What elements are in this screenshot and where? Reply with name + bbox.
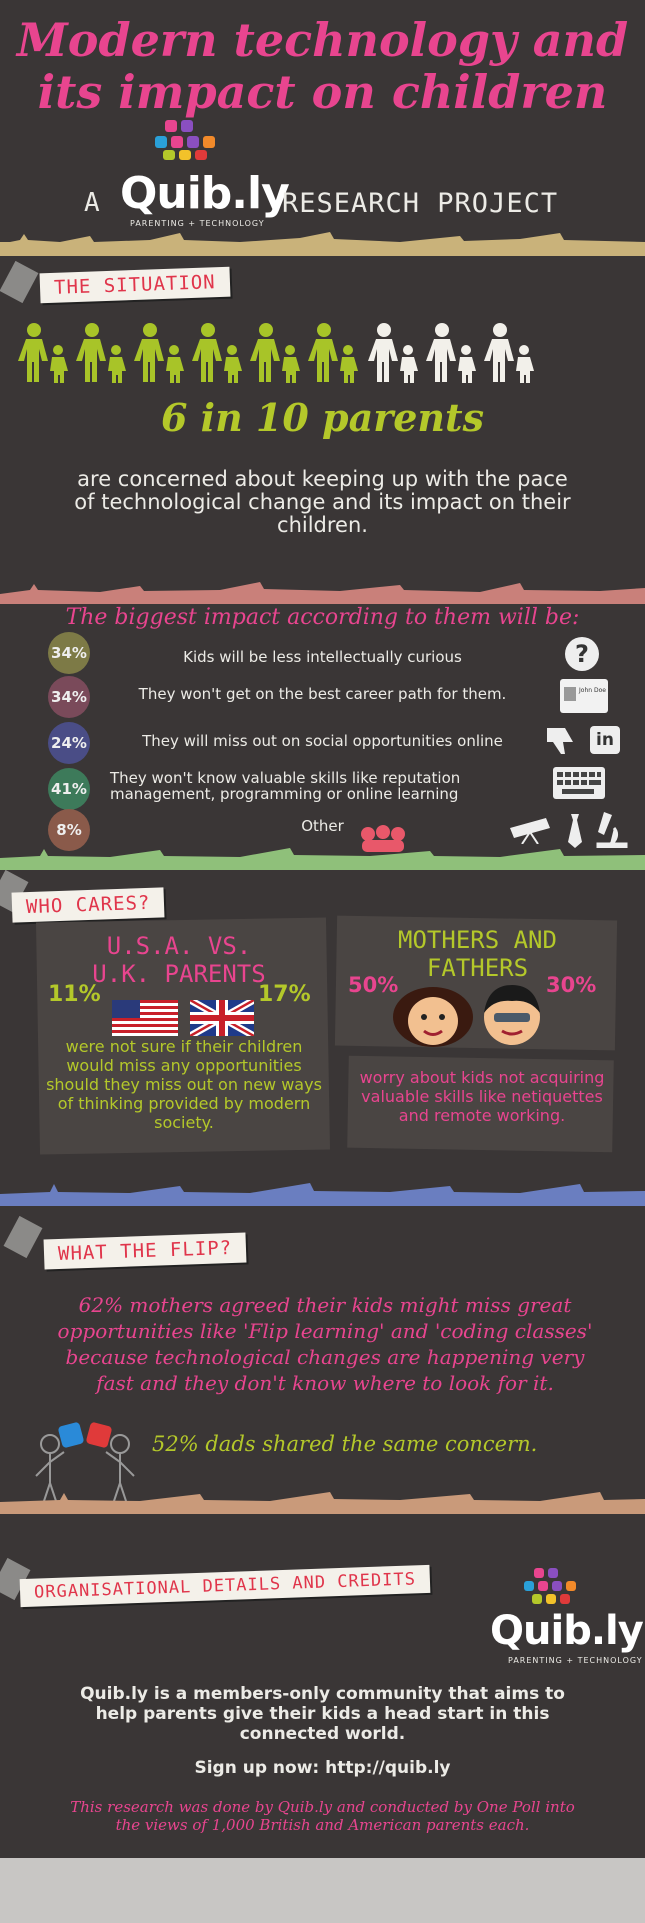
uk-percent: 17% — [258, 982, 311, 1007]
father-face-icon — [480, 983, 544, 1047]
credits-brand-wordmark: Quib.ly — [490, 1608, 643, 1654]
impact-row-text: Kids will be less intellectually curious — [183, 648, 462, 666]
family-icon — [76, 323, 126, 383]
mother-face-icon — [392, 983, 474, 1047]
title-line-2: its impact on children — [37, 65, 608, 119]
id-card-name: John Doe — [579, 687, 606, 694]
situation-headline: 6 in 10 parents — [160, 395, 485, 440]
dads-concern: 52% dads shared the same concern. — [152, 1432, 538, 1456]
thumbs-down-icon — [545, 726, 577, 756]
microscope-icon — [594, 810, 630, 848]
family-icon — [134, 323, 184, 383]
title-line-1: Modern technology and — [16, 13, 629, 67]
impact-row-text: They won't get on the best career path for them. — [138, 685, 507, 703]
credits-brand-tagline: PARENTING + TECHNOLOGY — [508, 1656, 643, 1665]
tag-the-situation: THE SITUATION — [40, 267, 231, 304]
uk-flag-icon — [190, 1000, 254, 1036]
tag-what-the-flip: WHAT THE FLIP? — [44, 1232, 247, 1269]
tag-credits: ORGANISATIONAL DETAILS AND CREDITS — [20, 1565, 431, 1607]
flip-body: 62% mothers agreed their kids might miss great opportunities like 'Flip learning' and 'coding classes' because technological changes are happening very fast and they don't know where to look for it. — [57, 1293, 593, 1395]
quibly-logo-icon — [155, 118, 223, 162]
impact-heading: The biggest impact according to them will be: — [65, 605, 580, 630]
mf-title: MOTHERS AND FATHERS — [398, 926, 557, 982]
impact-row-text: They will miss out on social opportunities online — [142, 732, 503, 750]
tie-icon — [564, 812, 586, 848]
tag-who-cares: WHO CARES? — [12, 887, 165, 922]
family-icon — [308, 323, 358, 383]
us-percent: 11% — [48, 982, 101, 1007]
brand-tagline: PARENTING + TECHNOLOGY — [130, 219, 265, 228]
quibly-logo-icon — [524, 1566, 584, 1606]
linkedin-icon: in — [590, 726, 620, 754]
pct-badge: 8% — [48, 809, 90, 851]
skyline-divider-4 — [0, 1180, 645, 1206]
credits-about: Quib.ly is a members-only community that aims to help parents give their kids a head start in this connected world. — [80, 1684, 565, 1744]
fathers-percent: 30% — [546, 973, 597, 997]
parents-children-icons — [18, 322, 578, 384]
pct-badge: 34% — [48, 676, 90, 718]
family-icon — [250, 323, 300, 383]
skyline-divider-5 — [0, 1488, 645, 1514]
pct-badge: 24% — [48, 722, 90, 764]
subtitle: RESEARCH PROJECT — [282, 188, 559, 219]
pct-badge: 41% — [48, 768, 90, 810]
skyline-divider-2 — [0, 578, 645, 604]
skyline-divider-3 — [0, 844, 645, 870]
situation-body: are concerned about keeping up with the pace of technological change and its impact on their children. — [74, 467, 571, 537]
pct-badge: 34% — [48, 632, 90, 674]
family-icon — [368, 323, 418, 383]
prefix-a: A — [84, 188, 100, 218]
family-icon — [18, 323, 68, 383]
question-mark-icon — [564, 636, 600, 672]
mf-body: worry about kids not acquiring valuable skills like netiquettes and remote working. — [359, 1068, 605, 1125]
family-icon — [192, 323, 242, 383]
telescope-icon — [508, 814, 556, 844]
usuk-title: U.S.A. VS. U.K. PARENTS — [92, 932, 266, 988]
family-icon — [426, 323, 476, 383]
signup-link[interactable]: Sign up now: http://quib.ly — [194, 1758, 451, 1778]
svg-text:?: ? — [575, 640, 589, 668]
impact-row-text: Other — [301, 817, 344, 835]
credits-note: This research was done by Quib.ly and conducted by One Poll into the views of 1,000 British and American parents each. — [70, 1798, 575, 1834]
skyline-divider-1 — [0, 230, 645, 256]
family-icon — [484, 323, 534, 383]
us-flag-icon — [112, 1000, 178, 1036]
id-card-icon — [560, 679, 608, 713]
mothers-percent: 50% — [348, 973, 399, 997]
usuk-body: were not sure if their children would miss any opportunities should they miss out on new ways of thinking provided by modern society. — [46, 1037, 322, 1132]
keyboard-icon — [552, 766, 606, 800]
brand-wordmark: Quib.ly — [120, 168, 289, 219]
impact-row-text: They won't know valuable skills like reputation management, programming or online learning — [110, 769, 461, 803]
